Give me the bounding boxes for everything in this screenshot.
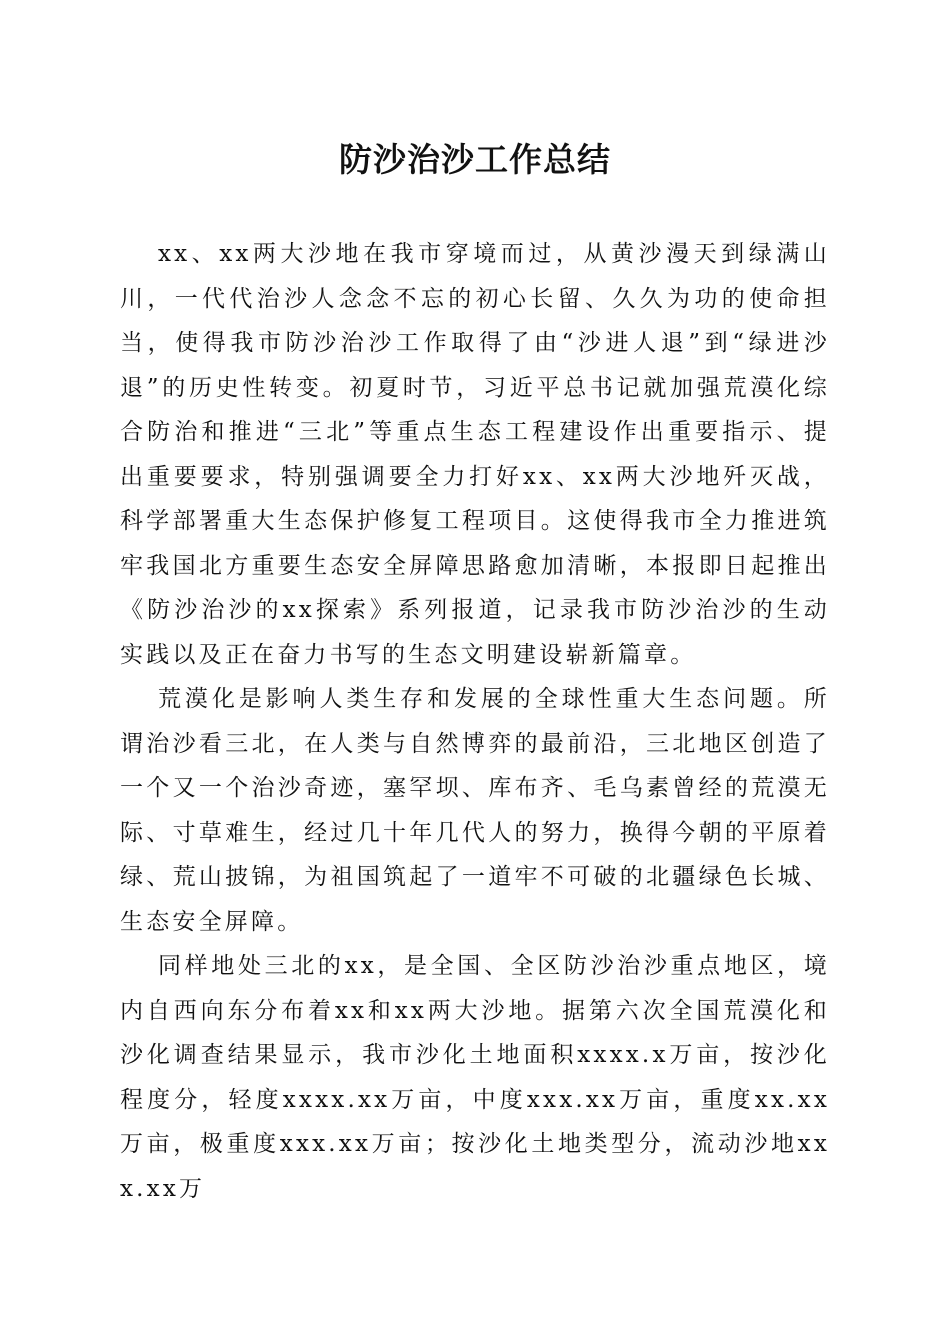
document-title: 防沙治沙工作总结 bbox=[339, 140, 611, 179]
paragraph-desertification: 荒漠化是影响人类生存和发展的全球性重大生态问题。所谓治沙看三北，在人类与自然博弈的最前沿，三北地区创造了一个又一个治沙奇迹，塞罕坝、库布齐、毛乌素曾经的荒漠无际、寸草难生，经过几十年几代人的努力，换得今朝的平原着绿、荒山披锦，为祖国筑起了一道牢不可破的北疆绿色长城、生态安全屏障。 bbox=[120, 686, 830, 935]
document-body bbox=[120, 232, 830, 1211]
paragraph-intro: xx、xx两大沙地在我市穿境而过，从黄沙漫天到绿满山川，一代代治沙人念念不忘的初心长留、久久为功的使命担当，使得我市防沙治沙工作取得了由“沙进人退”到“绿进沙退”的历史性转变。初夏时节，习近平总书记就加强荒漠化综合防治和推进“三北”等重点生态工程建设作出重要指示、提出重要要求，特别强调要全力打好xx、xx两大沙地歼灭战，科学部署重大生态保护修复工程项目。这使得我市全力推进筑牢我国北方重要生态安全屏障思路愈加清晰，本报即日起推出《防沙治沙的xx探索》系列报道，记录我市防沙治沙的生动实践以及正在奋力书写的生态文明建设崭新篇章。 bbox=[120, 241, 830, 668]
paragraph-local-status: 同样地处三北的xx，是全国、全区防沙治沙重点地区，境内自西向东分布着xx和xx两大沙地。据第六次全国荒漠化和沙化调查结果显示，我市沙化土地面积xxxx.x万亩，按沙化程度分，轻度xxxx.xx万亩，中度xxx.xx万亩，重度xx.xx万亩，极重度xxx.xx万亩；按沙化土地类型分，流动沙地xxx.xx万 bbox=[120, 953, 830, 1202]
